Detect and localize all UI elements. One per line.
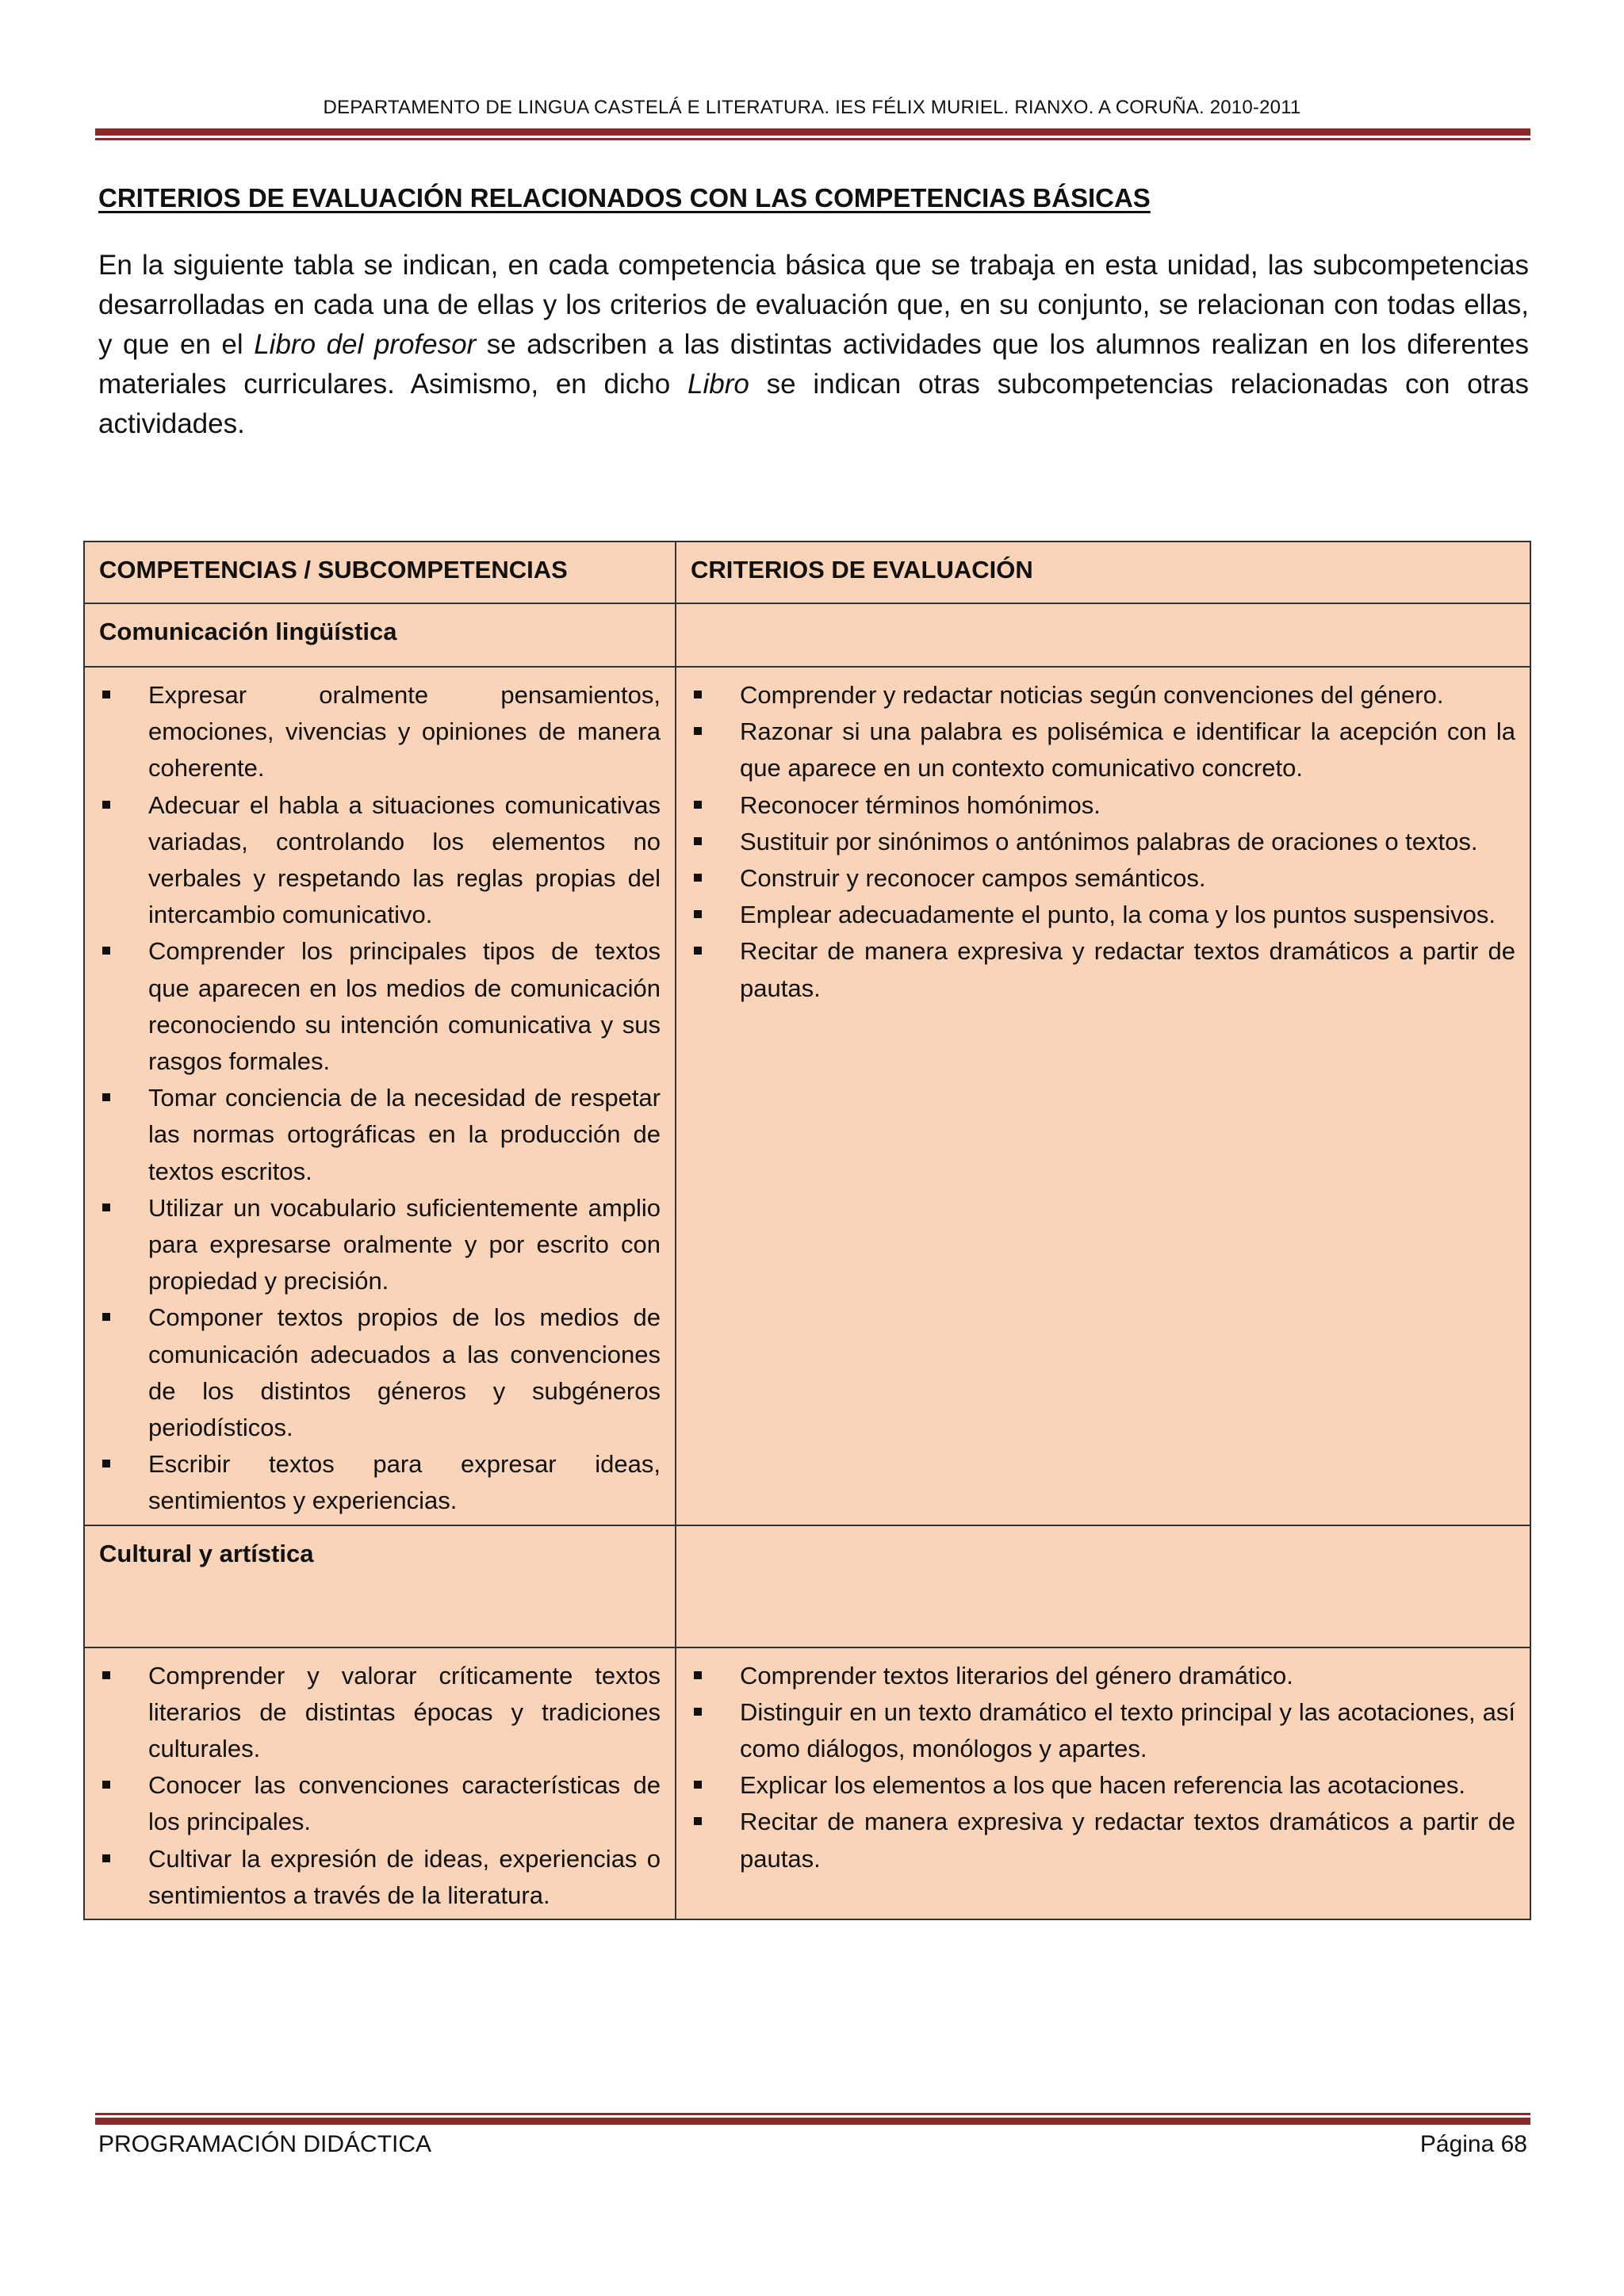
category-row: [84, 603, 1530, 667]
subcompetencias-cell: [84, 1647, 676, 1919]
intro-emphasis-2: Libro: [687, 369, 749, 400]
list-item-text: Explicar los elementos a los que hacen referencia las acotaciones.: [740, 1771, 1466, 1800]
category-empty-cell: [676, 603, 1530, 667]
list-item: [99, 1190, 661, 1300]
square-bullet-icon: [102, 947, 110, 955]
criterios-list: [691, 1658, 1515, 1877]
page-header: DEPARTAMENTO DE LINGUA CASTELÁ E LITERATURA. IES FÉLIX MURIEL. RIANXO. A CORUÑA. 2010-2011: [323, 97, 1301, 118]
table-header-row: [84, 541, 1530, 603]
intro-emphasis-1: Libro del profesor: [254, 329, 477, 360]
square-bullet-icon: [694, 874, 702, 882]
col1-header: COMPETENCIAS / SUBCOMPETENCIAS: [84, 541, 676, 603]
list-item-text: Distinguir en un texto dramático el texto principal y las acotaciones, así como diálogos, monólogos y apartes.: [740, 1697, 1515, 1763]
competencies-table: [83, 541, 1531, 1920]
list-item: [99, 1446, 661, 1519]
square-bullet-icon: [694, 1817, 702, 1825]
square-bullet-icon: [102, 1203, 110, 1211]
list-item-text: Comprender y valorar críticamente textos literarios de distintas épocas y tradiciones culturales.: [148, 1661, 661, 1763]
list-item: [99, 1658, 661, 1768]
list-item: [691, 677, 1515, 714]
intro-paragraph: [98, 246, 1529, 444]
criterios-list: [691, 677, 1515, 1007]
list-item-text: Componer textos propios de los medios de comunicación adecuados a las convenciones de los distintos géneros y subgéneros periodísticos.: [148, 1303, 661, 1442]
category-empty-cell: [676, 1525, 1530, 1647]
square-bullet-icon: [102, 1671, 110, 1679]
criterios-cell: [676, 1647, 1530, 1919]
square-bullet-icon: [102, 1460, 110, 1468]
list-item: [691, 1658, 1515, 1694]
list-item: [99, 787, 661, 934]
col2-header: CRITERIOS DE EVALUACIÓN: [676, 541, 1530, 603]
list-item-text: Sustituir por sinónimos o antónimos palabras de oraciones o textos.: [740, 827, 1478, 855]
list-item-text: Recitar de manera expresiva y redactar textos dramáticos a partir de pautas.: [740, 1808, 1515, 1873]
list-item-text: Cultivar la expresión de ideas, experiencias o sentimientos a través de la literatura.: [148, 1844, 661, 1909]
list-item: [99, 677, 661, 787]
square-bullet-icon: [102, 1313, 110, 1321]
list-item: [99, 1841, 661, 1914]
list-item-text: Reconocer términos homónimos.: [740, 790, 1101, 819]
list-item: [99, 1299, 661, 1446]
criterios-cell: [676, 667, 1530, 1525]
section-title: CRITERIOS DE EVALUACIÓN RELACIONADOS CON LAS COMPETENCIAS BÁSICAS: [98, 183, 1151, 212]
list-item: [691, 824, 1515, 860]
intro-text-2: se adscriben a las distintas actividades que los alumnos realizan en los diferentes materiales curriculares. Asimismo, en dicho: [98, 329, 1530, 400]
list-item-text: Razonar si una palabra es polisémica e identificar la acepción con la que aparece en un contexto comunicativo concreto.: [740, 718, 1515, 783]
list-item: [691, 1804, 1515, 1877]
table-row: [84, 1647, 1530, 1919]
subcompetencias-cell: [84, 667, 676, 1525]
subcompetencias-list: [99, 1658, 661, 1914]
list-item-text: Conocer las convenciones características de los principales.: [148, 1771, 661, 1836]
square-bullet-icon: [694, 801, 702, 809]
list-item-text: Recitar de manera expresiva y redactar textos dramáticos a partir de pautas.: [740, 937, 1515, 1002]
list-item-text: Adecuar el habla a situaciones comunicativas variadas, controlando los elementos no verbales y respetando las reglas propias del intercambio comunicativo.: [148, 790, 661, 929]
square-bullet-icon: [694, 1781, 702, 1789]
square-bullet-icon: [694, 947, 702, 955]
square-bullet-icon: [694, 837, 702, 845]
subcompetencias-list: [99, 677, 661, 1520]
square-bullet-icon: [694, 910, 702, 918]
list-item: [691, 933, 1515, 1006]
list-item: [691, 787, 1515, 824]
list-item: [691, 714, 1515, 786]
list-item: [691, 897, 1515, 933]
square-bullet-icon: [102, 801, 110, 809]
footer-title: PROGRAMACIÓN DIDÁCTICA: [98, 2131, 432, 2157]
square-bullet-icon: [694, 691, 702, 698]
list-item-text: Expresar oralmente pensamientos, emociones, vivencias y opiniones de manera coherente.: [148, 681, 661, 783]
list-item-text: Construir y reconocer campos semánticos.: [740, 864, 1206, 893]
header-rule: [95, 128, 1530, 140]
intro-text-1: En la siguiente tabla se indican, en cada competencia básica que se trabaja en esta unidad, las subcompetencias desarrolladas en cada una de ellas y los criterios de evaluación que, en su conjunto, se relacionan con todas ellas, y que en el: [98, 250, 1529, 360]
category-label: Comunicación lingüística: [84, 603, 676, 667]
list-item: [99, 933, 661, 1080]
category-label: Cultural y artística: [84, 1525, 676, 1647]
list-item: [99, 1767, 661, 1840]
footer-rule: [95, 2113, 1530, 2125]
list-item: [691, 860, 1515, 897]
page-number: Página 68: [1419, 2131, 1527, 2157]
square-bullet-icon: [694, 1708, 702, 1716]
intro-text-3: se indican otras subcompetencias relacionadas con otras actividades.: [98, 369, 1529, 439]
list-item-text: Escribir textos para expresar ideas, sentimientos y experiencias.: [148, 1450, 661, 1515]
square-bullet-icon: [694, 1671, 702, 1679]
list-item-text: Comprender los principales tipos de textos que aparecen en los medios de comunicación reconociendo su intención comunicativa y sus rasgos formales.: [148, 937, 661, 1076]
square-bullet-icon: [102, 1781, 110, 1789]
list-item-text: Comprender textos literarios del género dramático.: [740, 1661, 1293, 1689]
list-item-text: Comprender y redactar noticias según convenciones del género.: [740, 681, 1444, 709]
list-item: [99, 1080, 661, 1190]
square-bullet-icon: [694, 727, 702, 735]
square-bullet-icon: [102, 691, 110, 698]
category-row: [84, 1525, 1530, 1647]
list-item-text: Tomar conciencia de la necesidad de respetar las normas ortográficas en la producción de textos escritos.: [148, 1084, 661, 1185]
list-item: [691, 1767, 1515, 1804]
table-row: [84, 667, 1530, 1525]
list-item-text: Utilizar un vocabulario suficientemente amplio para expresarse oralmente y por escrito con propiedad y precisión.: [148, 1193, 661, 1295]
list-item: [691, 1694, 1515, 1767]
square-bullet-icon: [102, 1093, 110, 1101]
square-bullet-icon: [102, 1854, 110, 1862]
list-item-text: Emplear adecuadamente el punto, la coma y los puntos suspensivos.: [740, 901, 1496, 929]
